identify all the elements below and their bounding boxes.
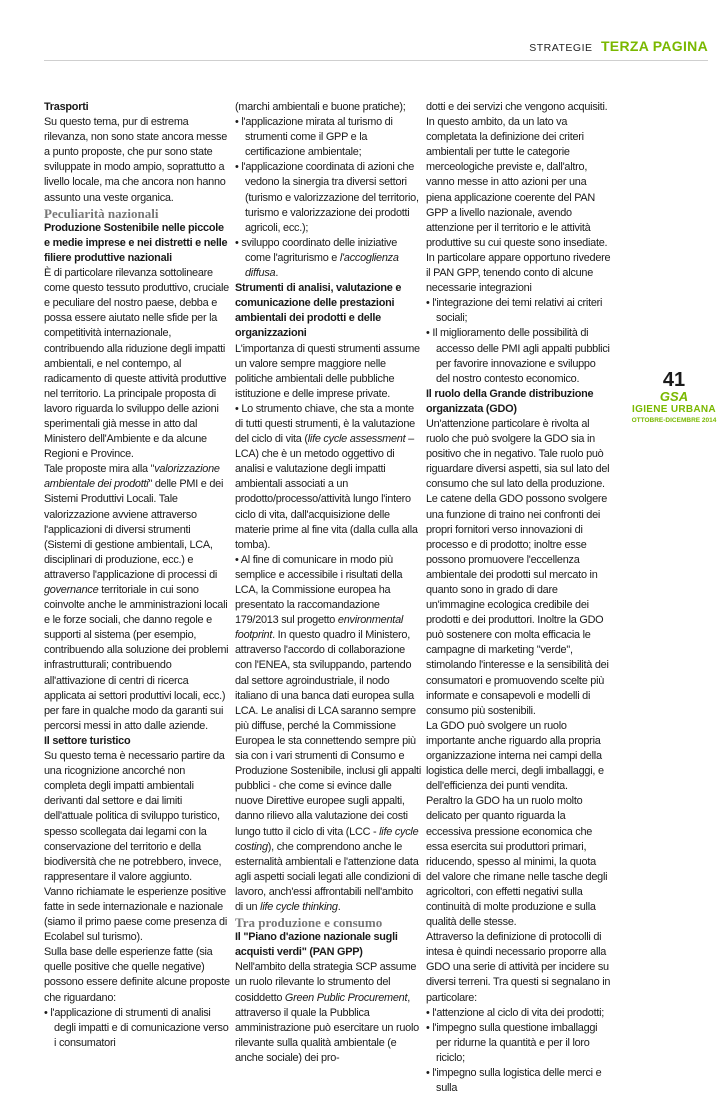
- paragraph: [44, 462, 230, 734]
- brand-logo: GSA: [659, 389, 689, 404]
- paragraph: Le catene della GDO possono svolgere una funzione di traino nei confronti dei propri fornitori verso innovazioni di processo e di prodotto; inoltre esse possono promuovere l'eccellenza ambientale dei prodotti sul mercato in quanto sono in grado di dare un'immagine ecologica credibile dei prodotti e dei produttori. Inoltre la GDO può sostenere con molta efficacia le campagne di marketing "verde", stimolando l'interesse e la sensibilità dei consumatori e promuovendo scelte più informate e consapevoli e modelli di consumo più sostenibili.: [426, 493, 609, 717]
- emphasis: governance: [44, 584, 99, 596]
- column-1: [44, 100, 230, 1051]
- page-number: 41: [662, 369, 686, 391]
- text-run: • sviluppo coordinato delle iniziative come l'agriturismo e: [235, 236, 398, 264]
- emphasis: life cycle thinking: [260, 900, 338, 913]
- bullet-item: • l'impegno sulla logistica delle merci e sulla: [426, 1067, 602, 1095]
- bullet-item: • Il miglioramento delle possibilità di accesso delle PMI agli appalti pubblici per favorire innovazione e sviluppo del nostro contesto economico.: [426, 327, 610, 385]
- subheading-piano: Il "Piano d'azione nazionale sugli acquisti verdi" (PAN GPP): [235, 931, 398, 959]
- paragraph: [235, 960, 421, 1066]
- bullet-item: [235, 236, 421, 281]
- emphasis: life cycle costing: [235, 825, 419, 853]
- paragraph: Peraltro la GDO ha un ruolo molto delicato per quanto riguarda la eccessiva pressione economica che essa esercita sui produttori primari, riducendo, spesso al minimi, la quota del valore che rimane nelle tasche degli agricoltori, con effetti negativi sulla continuità di molte produzione e sulla qualità delle stesse.: [426, 795, 608, 929]
- paragraph: [235, 402, 421, 553]
- emphasis: environmental footprint: [235, 614, 404, 642]
- heading-turistico: Il settore turistico: [44, 734, 131, 747]
- heading-trasporti: Trasporti: [44, 101, 89, 113]
- paragraph: Un'attenzione particolare è rivolta al ruolo che può svolgere la GDO sia in positivo che in negativo. Tale ruolo può riguardare diversi aspetti, sia sul lato del consumo che sul lato della produzione.: [426, 417, 610, 491]
- emphasis: life cycle assessment: [307, 433, 406, 446]
- text-run: .: [275, 267, 279, 280]
- subheading-produzione: Produzione Sostenibile nelle piccole e medie imprese e nei distretti e nelle filiere produttive nazionali: [44, 221, 228, 264]
- text-run: ), che comprendono anche le esternalità ambientali e l'attenzione data agli aspetti sociali legati alle condizioni di lavoro, anch'essi affrontabili nell'ambito di un: [235, 840, 421, 913]
- paragraph: dotti e dei servizi che vengono acquisiti. In questo ambito, da un lato va completata la definizione dei criteri ambientali per tutte le categorie merceologiche previste e, dall'altro, vanno messe in atto azioni per una piena applicazione coerente del PAN GPP a livello nazionale, avendo attenzione per il territorio e le attività produttive su cui queste sono insediate.: [426, 101, 608, 249]
- paragraph: Su questo tema, pur di estrema rilevanza, non sono state ancora messe a punto proposte, che pur sono state sviluppate in modo ampio, soprattutto a livello locale, ma che ancora non hanno assunto una veste organica.: [44, 116, 228, 204]
- text-run: .: [337, 900, 341, 913]
- paragraph: Sulla base delle esperienze fatte (sia quelle positive che quelle negative) possono essere definite alcune proposte che riguardano:: [44, 946, 230, 1004]
- text-run: territoriale in cui sono coinvolte anche le amministrazioni locali e le forze sociali, che danno regole e supporti al sistema (per esempio, contribuendo alla soluzione dei problemi infrastrutturali; contribuendo all'attivazione di centri di ricerca applicata ai settori produttivi locali, ecc.) per fare in qualche modo da garanti sui percorsi messi in atto dalle aziende.: [44, 584, 229, 732]
- section-label: STRATEGIE: [529, 42, 593, 54]
- section-heading-tra-produzione: Tra produzione e consumo: [235, 915, 383, 931]
- text-run: , attraverso il quale la Pubblica amministrazione può esercitare un ruolo rilevante sulla qualità ambientale (e anche sociale) dei pro-: [235, 991, 419, 1064]
- paragraph: Vanno richiamate le esperienze positive fatte in sede internazionale e nazionale (siamo il primo paese come presenza di Ecolabel sul turismo).: [44, 885, 227, 944]
- paragraph: Attraverso la definizione di protocolli di intesa è quindi necessario proporre alla GDO una serie di attività per incidere su diversi terreni. Tra questi si segnalano in particolare:: [426, 931, 611, 1004]
- page-header-title: TERZA PAGINA: [600, 38, 708, 54]
- text-run: – LCA) che è un metodo oggettivo di analisi e valutazione degli impatti ambientali associati a un prodotto/processo/attività lungo l'intero ciclo di vita, dall'acquisizione delle materie prime al fine vita (dalla culla alla tomba).: [235, 433, 418, 551]
- text-run: Tale proposte mira alla ": [44, 463, 155, 476]
- column-3: [426, 100, 612, 1096]
- text-run: • Al fine di comunicare in modo più semplice e accessibile i risultati della LCA, la Commissione europea ha presentato la raccomandazione 179/2013 sul progetto: [235, 553, 403, 627]
- bullet-item: • l'impegno sulla questione imballaggi per ridurne la quantità e per il loro riciclo;: [426, 1021, 598, 1064]
- emphasis: valorizzazione ambientale dei prodotti: [44, 463, 220, 491]
- heading-gdo: Il ruolo della Grande distribuzione organizzata (GDO): [426, 387, 594, 415]
- emphasis: l'accoglienza diffusa: [245, 251, 399, 280]
- paragraph: [235, 553, 421, 915]
- issue-date: OTTOBRE-DICEMBRE 2014: [631, 417, 717, 424]
- page-marker: [630, 370, 718, 426]
- paragraph: L'importanza di questi strumenti assume un valore sempre maggiore nelle politiche ambientali delle pubbliche istituzione e delle imprese private.: [235, 342, 420, 400]
- paragraph: È di particolare rilevanza sottolineare come questo tessuto produttivo, cruciale e peculiare del nostro paese, debba e possa essere aiutato nelle sfide per la competitività internazionale, contribuendo alla riduzione degli impatti ambientali, e nel contempo, al radicamento di queste attività produttive nel territorio. La principale proposta di lavoro riguarda lo sviluppo delle azioni sperimentali già messe in atto dal Ministero dell'Ambiente e da alcune Regioni e Province.: [44, 267, 229, 461]
- bullet-item: • l'integrazione dei temi relativi ai criteri sociali;: [426, 297, 603, 325]
- paragraph: La GDO può svolgere un ruolo importante anche riguardo alla propria organizzazione interna nei campi della logistica delle merci, degli imballaggi, e dell'efficienza dei punti vendita.: [426, 719, 604, 793]
- heading-strumenti: Strumenti di analisi, valutazione e comunicazione delle prestazioni ambientali dei prodotti e delle organizzazioni: [235, 282, 402, 340]
- bullet-item: • l'attenzione al ciclo di vita dei prodotti;: [426, 1006, 605, 1019]
- paragraph: (marchi ambientali e buone pratiche);: [235, 101, 406, 113]
- text-run: " delle PMI e dei Sistemi Produttivi Locali. Tale valorizzazione avviene attraverso l'applicazioni di diversi strumenti (Sistemi di gestione ambientali, LCA, disciplinari di produzione, ecc.) e attraverso l'applicazione di processi di: [44, 478, 224, 581]
- text-run: . In questo quadro il Ministero, attraverso l'accordo di collaborazione con l'ENEA, sta sviluppando, partendo dal settore agroindustriale, il nodo italiano di una banca dati europea sulla LCA. Le analisi di LCA saranno sempre più diffuse, perché la Commissione Europea le sta connettendo sempre più sia con i vari strumenti di Consumo e Produzione Sostenibile, inclusi gli appalti pubblici - che come si evince dalle nuove Direttive europee sugli appalti, danno rilievo alla valutazione dei costi lungo tutto il ciclo di vita (LCC -: [235, 629, 422, 838]
- bullet-item: • l'applicazione di strumenti di analisi degli impatti e di comunicazione verso i consumatori: [44, 1006, 229, 1049]
- magazine-name: IGIENE URBANA: [632, 404, 716, 415]
- paragraph: Su questo tema è necessario partire da una ricognizione ancorché non completa degli impatti ambientali derivanti dal settore e dai limiti dell'attuale politica di sviluppo turistico, spesso scollegata dai legami con la conservazione del territorio e della biodiversità che ne potrebbero, invece, rappresentare il valore aggiunto.: [44, 750, 225, 883]
- column-2: [235, 100, 421, 1066]
- paragraph: In particolare appare opportuno rivedere il PAN GPP, tenendo conto di alcune necessarie integrazioni: [426, 251, 611, 295]
- section-heading-peculiarita: Peculiarità nazionali: [44, 205, 159, 221]
- text-run: Nell'ambito della strategia SCP assume un ruolo rilevante lo strumento del cosiddetto: [235, 961, 417, 1004]
- header-rule: [44, 60, 708, 61]
- page-header: [529, 38, 708, 56]
- bullet-item: • l'applicazione coordinata di azioni che vedono la sinergia tra diversi settori (turismo e valorizzazione del territorio, turismo e valorizzazione dei prodotti agricoli, ecc.);: [235, 161, 419, 234]
- text-run: • Lo strumento chiave, che sta a monte di tutti questi strumenti, è la valutazione del ciclo di vita (: [235, 402, 415, 446]
- bullet-item: • l'applicazione mirata al turismo di strumenti come il GPP e la certificazione ambientale;: [235, 116, 393, 159]
- emphasis: Green Public Procurement: [284, 991, 408, 1004]
